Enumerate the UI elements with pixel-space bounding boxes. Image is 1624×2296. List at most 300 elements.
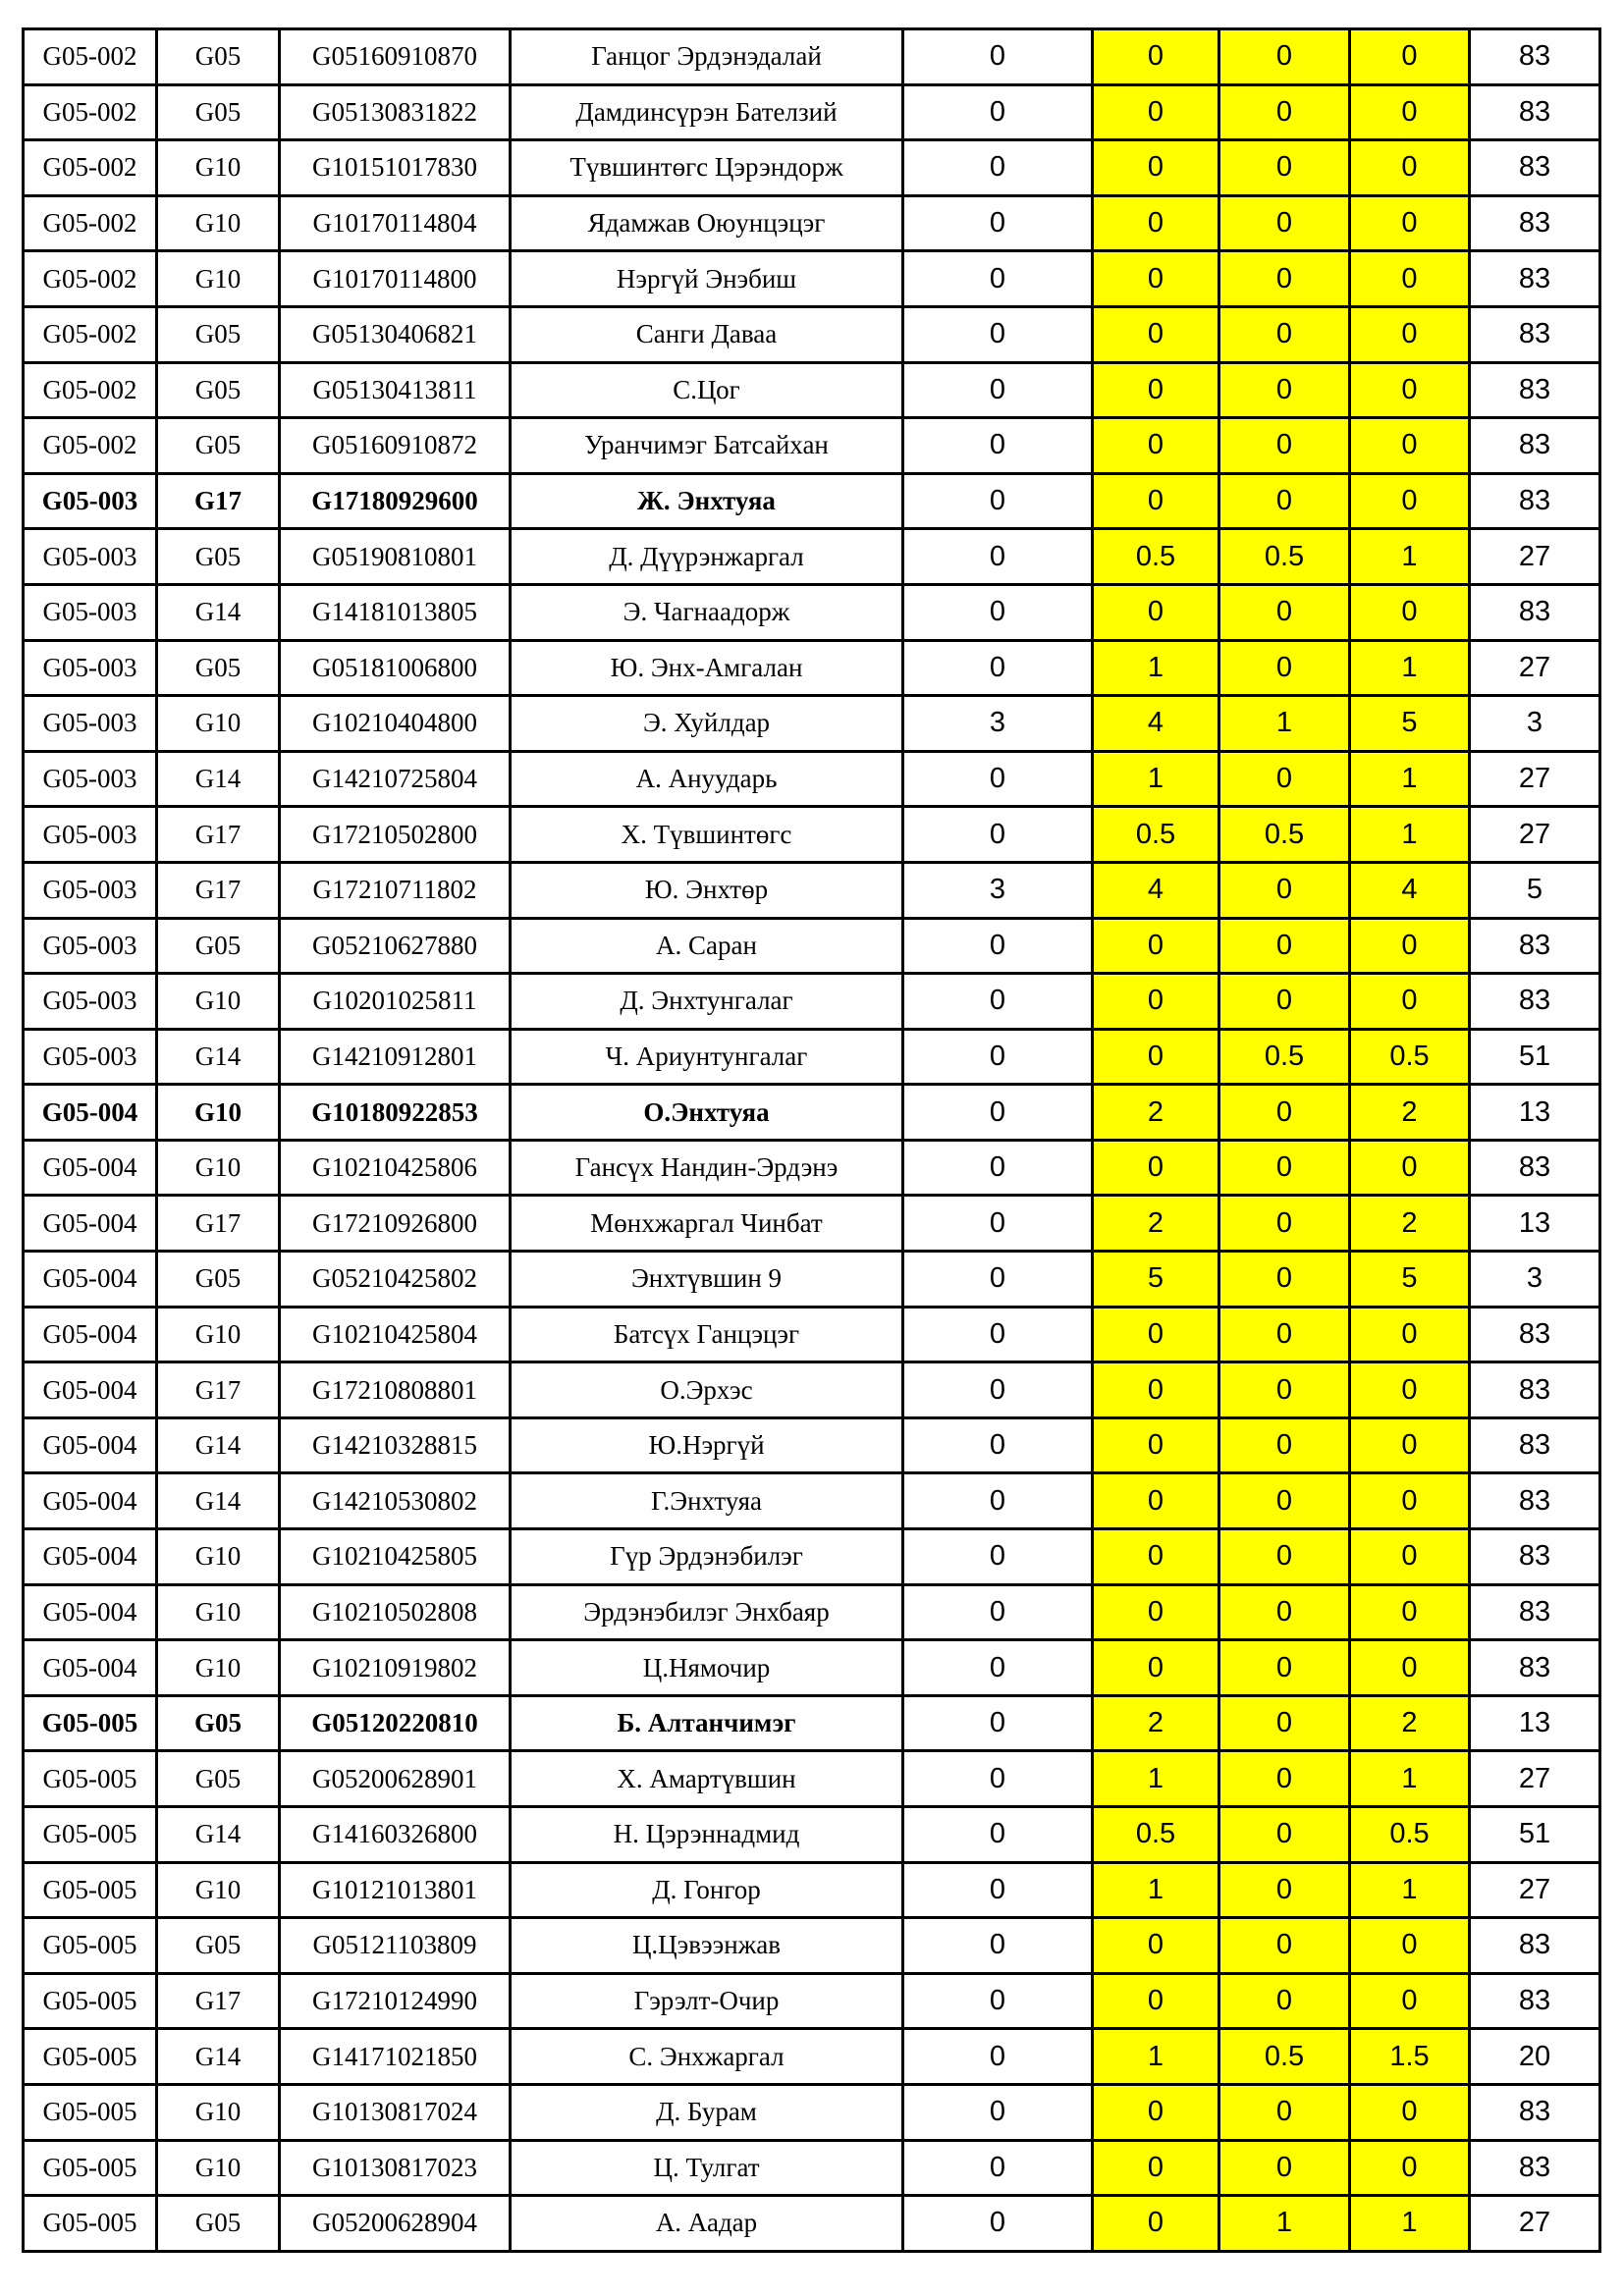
score-a-cell: 0	[903, 1640, 1093, 1696]
student-name-cell: Ц.Нямочир	[511, 1640, 903, 1696]
student-id-cell: G10130817023	[280, 2140, 511, 2196]
table-row-leader	[24, 473, 1600, 529]
table-row	[24, 1862, 1600, 1918]
group-code-cell: G05-005	[24, 1807, 157, 1863]
score-a-cell: 0	[903, 473, 1093, 529]
score-a-cell: 0	[903, 1029, 1093, 1085]
score-b-cell: 0	[1093, 2196, 1219, 2252]
student-name-cell: Г.Энхтуяа	[511, 1473, 903, 1529]
student-id-cell: G14210725804	[280, 751, 511, 807]
group-code-cell: G05-003	[24, 529, 157, 585]
student-id-cell: G10210425806	[280, 1140, 511, 1196]
student-id-cell: G05130413811	[280, 362, 511, 418]
group-code-cell: G05-005	[24, 2140, 157, 2196]
student-id-cell: G05200628904	[280, 2196, 511, 2252]
score-b-cell: 0	[1093, 251, 1219, 307]
score-total-cell: 0	[1350, 1584, 1470, 1640]
class-code-cell: G10	[157, 140, 280, 196]
score-total-cell: 1	[1350, 640, 1470, 696]
rank-cell: 83	[1470, 974, 1600, 1030]
table-row	[24, 140, 1600, 196]
score-a-cell: 0	[903, 362, 1093, 418]
score-a-cell: 0	[903, 1252, 1093, 1308]
student-name-cell: Х. Түвшинтөгс	[511, 807, 903, 863]
rank-cell: 83	[1470, 1473, 1600, 1529]
score-a-cell: 0	[903, 251, 1093, 307]
score-a-cell: 0	[903, 807, 1093, 863]
group-code-cell: G05-004	[24, 1640, 157, 1696]
group-code-cell: G05-003	[24, 696, 157, 752]
score-b-cell: 1	[1093, 2029, 1219, 2085]
score-c-cell: 0.5	[1219, 2029, 1350, 2085]
table-row	[24, 418, 1600, 474]
score-c-cell: 0	[1219, 1417, 1350, 1473]
student-id-cell: G14181013805	[280, 584, 511, 640]
score-total-cell: 0	[1350, 2140, 1470, 2196]
student-name-cell: Ю. Энхтөр	[511, 862, 903, 918]
class-code-cell: G17	[157, 807, 280, 863]
table-row	[24, 251, 1600, 307]
rank-cell: 3	[1470, 696, 1600, 752]
rank-cell: 83	[1470, 362, 1600, 418]
rank-cell: 83	[1470, 1973, 1600, 2029]
score-c-cell: 0	[1219, 306, 1350, 362]
score-c-cell: 0	[1219, 84, 1350, 140]
score-total-cell: 1	[1350, 751, 1470, 807]
rank-cell: 83	[1470, 1417, 1600, 1473]
score-total-cell: 0	[1350, 1362, 1470, 1418]
rank-cell: 83	[1470, 29, 1600, 85]
score-b-cell: 5	[1093, 1252, 1219, 1308]
score-b-cell: 0.5	[1093, 529, 1219, 585]
score-a-cell: 0	[903, 306, 1093, 362]
rank-cell: 51	[1470, 1029, 1600, 1085]
class-code-cell: G10	[157, 1140, 280, 1196]
score-total-cell: 0	[1350, 584, 1470, 640]
score-c-cell: 0	[1219, 195, 1350, 251]
group-code-cell: G05-005	[24, 1695, 157, 1751]
score-c-cell: 0	[1219, 362, 1350, 418]
student-id-cell: G05120220810	[280, 1695, 511, 1751]
score-b-cell: 1	[1093, 1751, 1219, 1807]
score-c-cell: 0	[1219, 418, 1350, 474]
score-a-cell: 0	[903, 29, 1093, 85]
table-row	[24, 640, 1600, 696]
student-name-cell: Д. Гонгор	[511, 1862, 903, 1918]
rank-cell: 83	[1470, 1307, 1600, 1362]
score-total-cell: 0	[1350, 418, 1470, 474]
score-a-cell: 0	[903, 529, 1093, 585]
score-b-cell: 4	[1093, 696, 1219, 752]
student-id-cell: G14210328815	[280, 1417, 511, 1473]
score-total-cell: 2	[1350, 1196, 1470, 1252]
class-code-cell: G10	[157, 696, 280, 752]
score-total-cell: 1	[1350, 529, 1470, 585]
score-a-cell: 0	[903, 1307, 1093, 1362]
rank-cell: 5	[1470, 862, 1600, 918]
score-c-cell: 0	[1219, 1640, 1350, 1696]
score-total-cell: 0	[1350, 362, 1470, 418]
score-b-cell: 0	[1093, 84, 1219, 140]
student-id-cell: G05130406821	[280, 306, 511, 362]
score-c-cell: 0	[1219, 1473, 1350, 1529]
rank-cell: 83	[1470, 1640, 1600, 1696]
class-code-cell: G10	[157, 1529, 280, 1585]
score-b-cell: 0	[1093, 1918, 1219, 1974]
score-total-cell: 0	[1350, 251, 1470, 307]
score-table	[22, 27, 1601, 2253]
score-total-cell: 5	[1350, 696, 1470, 752]
score-a-cell: 0	[903, 2084, 1093, 2140]
rank-cell: 20	[1470, 2029, 1600, 2085]
score-b-cell: 1	[1093, 640, 1219, 696]
score-a-cell: 0	[903, 1862, 1093, 1918]
class-code-cell: G14	[157, 2029, 280, 2085]
group-code-cell: G05-002	[24, 195, 157, 251]
student-id-cell: G10210919802	[280, 1640, 511, 1696]
student-id-cell: G17210124990	[280, 1973, 511, 2029]
table-row	[24, 584, 1600, 640]
score-c-cell: 0	[1219, 1807, 1350, 1863]
class-code-cell: G05	[157, 2196, 280, 2252]
student-name-cell: Ж. Энхтуяа	[511, 473, 903, 529]
student-name-cell: А. Ануударь	[511, 751, 903, 807]
score-c-cell: 0.5	[1219, 1029, 1350, 1085]
score-c-cell: 0	[1219, 1973, 1350, 2029]
score-b-cell: 1	[1093, 1862, 1219, 1918]
table-row	[24, 1473, 1600, 1529]
table-row	[24, 84, 1600, 140]
class-code-cell: G05	[157, 306, 280, 362]
table-row	[24, 807, 1600, 863]
student-name-cell: Д. Энхтунгалаг	[511, 974, 903, 1030]
table-row	[24, 306, 1600, 362]
score-a-cell: 0	[903, 140, 1093, 196]
student-name-cell: Ц.Цэвээнжав	[511, 1918, 903, 1974]
score-total-cell: 4	[1350, 862, 1470, 918]
score-total-cell: 0	[1350, 1973, 1470, 2029]
score-total-cell: 0.5	[1350, 1807, 1470, 1863]
score-total-cell: 1	[1350, 2196, 1470, 2252]
table-row	[24, 1252, 1600, 1308]
class-code-cell: G10	[157, 1085, 280, 1141]
score-b-cell: 0	[1093, 29, 1219, 85]
score-b-cell: 0	[1093, 1640, 1219, 1696]
group-code-cell: G05-003	[24, 751, 157, 807]
score-c-cell: 0	[1219, 584, 1350, 640]
score-c-cell: 1	[1219, 2196, 1350, 2252]
student-id-cell: G17210926800	[280, 1196, 511, 1252]
group-code-cell: G05-003	[24, 918, 157, 974]
student-name-cell: Дамдинсүрэн Бателзий	[511, 84, 903, 140]
score-total-cell: 2	[1350, 1085, 1470, 1141]
student-id-cell: G05121103809	[280, 1918, 511, 1974]
score-a-cell: 0	[903, 2196, 1093, 2252]
score-a-cell: 0	[903, 1196, 1093, 1252]
score-total-cell: 0	[1350, 195, 1470, 251]
student-name-cell: Гүр Эрдэнэбилэг	[511, 1529, 903, 1585]
score-total-cell: 2	[1350, 1695, 1470, 1751]
score-b-cell: 0.5	[1093, 1807, 1219, 1863]
rank-cell: 83	[1470, 84, 1600, 140]
class-code-cell: G14	[157, 1029, 280, 1085]
student-name-cell: С.Цог	[511, 362, 903, 418]
student-name-cell: Ю. Энх-Амгалан	[511, 640, 903, 696]
score-a-cell: 0	[903, 584, 1093, 640]
score-c-cell: 0	[1219, 1584, 1350, 1640]
table-row	[24, 751, 1600, 807]
table-row-leader	[24, 1695, 1600, 1751]
student-name-cell: Гэрэлт-Очир	[511, 1973, 903, 2029]
class-code-cell: G17	[157, 1196, 280, 1252]
table-row	[24, 1362, 1600, 1418]
student-name-cell: Ганцог Эрдэнэдалай	[511, 29, 903, 85]
rank-cell: 83	[1470, 2140, 1600, 2196]
group-code-cell: G05-002	[24, 84, 157, 140]
group-code-cell: G05-005	[24, 1862, 157, 1918]
score-b-cell: 0	[1093, 584, 1219, 640]
score-b-cell: 0	[1093, 362, 1219, 418]
class-code-cell: G05	[157, 29, 280, 85]
rank-cell: 83	[1470, 918, 1600, 974]
rank-cell: 83	[1470, 584, 1600, 640]
table-row	[24, 362, 1600, 418]
score-total-cell: 0	[1350, 29, 1470, 85]
student-name-cell: Д. Бурам	[511, 2084, 903, 2140]
score-total-cell: 0	[1350, 1307, 1470, 1362]
score-c-cell: 0	[1219, 1362, 1350, 1418]
score-c-cell: 0	[1219, 640, 1350, 696]
table-row	[24, 1584, 1600, 1640]
score-a-cell: 3	[903, 862, 1093, 918]
score-a-cell: 0	[903, 1584, 1093, 1640]
student-id-cell: G14210912801	[280, 1029, 511, 1085]
rank-cell: 83	[1470, 2084, 1600, 2140]
score-b-cell: 0	[1093, 2084, 1219, 2140]
score-c-cell: 0	[1219, 974, 1350, 1030]
score-total-cell: 0	[1350, 1529, 1470, 1585]
group-code-cell: G05-004	[24, 1473, 157, 1529]
score-a-cell: 0	[903, 1140, 1093, 1196]
score-a-cell: 0	[903, 918, 1093, 974]
class-code-cell: G17	[157, 1362, 280, 1418]
student-name-cell: Ц. Тулгат	[511, 2140, 903, 2196]
student-id-cell: G05210627880	[280, 918, 511, 974]
score-total-cell: 0	[1350, 1473, 1470, 1529]
score-a-cell: 0	[903, 1807, 1093, 1863]
score-b-cell: 0	[1093, 306, 1219, 362]
student-id-cell: G10210425804	[280, 1307, 511, 1362]
table-row	[24, 1140, 1600, 1196]
group-code-cell: G05-004	[24, 1140, 157, 1196]
table-row	[24, 1918, 1600, 1974]
table-row	[24, 2196, 1600, 2252]
student-id-cell: G10121013801	[280, 1862, 511, 1918]
student-name-cell: Э. Хуйлдар	[511, 696, 903, 752]
score-c-cell: 0	[1219, 1252, 1350, 1308]
student-name-cell: Гансүх Нандин-Эрдэнэ	[511, 1140, 903, 1196]
score-total-cell: 1	[1350, 807, 1470, 863]
class-code-cell: G05	[157, 1695, 280, 1751]
rank-cell: 83	[1470, 1918, 1600, 1974]
score-a-cell: 0	[903, 2029, 1093, 2085]
class-code-cell: G10	[157, 1862, 280, 1918]
rank-cell: 83	[1470, 251, 1600, 307]
class-code-cell: G10	[157, 2084, 280, 2140]
score-a-cell: 0	[903, 1362, 1093, 1418]
score-b-cell: 0	[1093, 1362, 1219, 1418]
student-name-cell: О.Энхтуяа	[511, 1085, 903, 1141]
student-id-cell: G05130831822	[280, 84, 511, 140]
class-code-cell: G10	[157, 1640, 280, 1696]
score-a-cell: 0	[903, 1918, 1093, 1974]
student-name-cell: Б. Алтанчимэг	[511, 1695, 903, 1751]
student-id-cell: G10210425805	[280, 1529, 511, 1585]
score-total-cell: 5	[1350, 1252, 1470, 1308]
group-code-cell: G05-002	[24, 362, 157, 418]
table-row	[24, 1417, 1600, 1473]
class-code-cell: G17	[157, 862, 280, 918]
score-b-cell: 0	[1093, 2140, 1219, 2196]
rank-cell: 13	[1470, 1695, 1600, 1751]
score-c-cell: 0	[1219, 1307, 1350, 1362]
class-code-cell: G05	[157, 1252, 280, 1308]
table-row	[24, 195, 1600, 251]
group-code-cell: G05-004	[24, 1417, 157, 1473]
rank-cell: 83	[1470, 418, 1600, 474]
score-a-cell: 0	[903, 640, 1093, 696]
group-code-cell: G05-003	[24, 807, 157, 863]
group-code-cell: G05-004	[24, 1529, 157, 1585]
student-name-cell: А. Аадар	[511, 2196, 903, 2252]
rank-cell: 83	[1470, 1584, 1600, 1640]
student-name-cell: Д. Дүүрэнжаргал	[511, 529, 903, 585]
score-c-cell: 0	[1219, 1751, 1350, 1807]
student-id-cell: G17210711802	[280, 862, 511, 918]
score-c-cell: 0	[1219, 251, 1350, 307]
score-total-cell: 1	[1350, 1862, 1470, 1918]
student-id-cell: G10201025811	[280, 974, 511, 1030]
group-code-cell: G05-005	[24, 2084, 157, 2140]
student-name-cell: Н. Цэрэннадмид	[511, 1807, 903, 1863]
score-total-cell: 1.5	[1350, 2029, 1470, 2085]
student-name-cell: Нэргүй Энэбиш	[511, 251, 903, 307]
score-a-cell: 0	[903, 2140, 1093, 2196]
score-b-cell: 1	[1093, 751, 1219, 807]
score-c-cell: 0	[1219, 1140, 1350, 1196]
student-name-cell: Түвшинтөгс Цэрэндорж	[511, 140, 903, 196]
table-row	[24, 974, 1600, 1030]
group-code-cell: G05-005	[24, 2196, 157, 2252]
table-row	[24, 1529, 1600, 1585]
student-id-cell: G05181006800	[280, 640, 511, 696]
score-b-cell: 2	[1093, 1695, 1219, 1751]
score-a-cell: 0	[903, 1751, 1093, 1807]
score-c-cell: 0	[1219, 2140, 1350, 2196]
table-row	[24, 862, 1600, 918]
group-code-cell: G05-002	[24, 251, 157, 307]
table-row	[24, 2084, 1600, 2140]
student-name-cell: Эрдэнэбилэг Энхбаяр	[511, 1584, 903, 1640]
student-id-cell: G05200628901	[280, 1751, 511, 1807]
class-code-cell: G05	[157, 1918, 280, 1974]
student-name-cell: Х. Амартүвшин	[511, 1751, 903, 1807]
student-name-cell: Энхтүвшин 9	[511, 1252, 903, 1308]
rank-cell: 83	[1470, 1362, 1600, 1418]
student-name-cell: Э. Чагнаадорж	[511, 584, 903, 640]
score-b-cell: 0	[1093, 918, 1219, 974]
rank-cell: 83	[1470, 1140, 1600, 1196]
student-id-cell: G14160326800	[280, 1807, 511, 1863]
score-total-cell: 0	[1350, 306, 1470, 362]
student-id-cell: G10130817024	[280, 2084, 511, 2140]
table-row	[24, 918, 1600, 974]
class-code-cell: G17	[157, 473, 280, 529]
rank-cell: 51	[1470, 1807, 1600, 1863]
table-row	[24, 529, 1600, 585]
score-c-cell: 0	[1219, 1085, 1350, 1141]
score-b-cell: 0	[1093, 1973, 1219, 2029]
student-name-cell: Батсүх Ганцэцэг	[511, 1307, 903, 1362]
class-code-cell: G05	[157, 84, 280, 140]
student-id-cell: G17210808801	[280, 1362, 511, 1418]
score-total-cell: 0	[1350, 1918, 1470, 1974]
group-code-cell: G05-003	[24, 1029, 157, 1085]
group-code-cell: G05-002	[24, 418, 157, 474]
score-total-cell: 0	[1350, 473, 1470, 529]
score-c-cell: 0	[1219, 862, 1350, 918]
group-code-cell: G05-005	[24, 1751, 157, 1807]
score-c-cell: 0	[1219, 1196, 1350, 1252]
group-code-cell: G05-004	[24, 1362, 157, 1418]
rank-cell: 83	[1470, 140, 1600, 196]
table-row	[24, 1307, 1600, 1362]
table-row	[24, 696, 1600, 752]
student-id-cell: G05160910870	[280, 29, 511, 85]
group-code-cell: G05-003	[24, 862, 157, 918]
group-code-cell: G05-003	[24, 473, 157, 529]
table-row	[24, 29, 1600, 85]
table-row	[24, 1029, 1600, 1085]
student-name-cell: Ядамжав Оюунцэцэг	[511, 195, 903, 251]
score-c-cell: 0	[1219, 140, 1350, 196]
student-id-cell: G10170114804	[280, 195, 511, 251]
score-a-cell: 0	[903, 1417, 1093, 1473]
table-row	[24, 1973, 1600, 2029]
score-total-cell: 0.5	[1350, 1029, 1470, 1085]
score-a-cell: 0	[903, 418, 1093, 474]
table-row-leader	[24, 1085, 1600, 1141]
score-total-cell: 0	[1350, 918, 1470, 974]
group-code-cell: G05-004	[24, 1584, 157, 1640]
score-a-cell: 0	[903, 84, 1093, 140]
student-id-cell: G10210404800	[280, 696, 511, 752]
rank-cell: 27	[1470, 640, 1600, 696]
rank-cell: 27	[1470, 2196, 1600, 2252]
score-b-cell: 2	[1093, 1085, 1219, 1141]
class-code-cell: G10	[157, 974, 280, 1030]
score-total-cell: 1	[1350, 1751, 1470, 1807]
student-id-cell: G10180922853	[280, 1085, 511, 1141]
rank-cell: 3	[1470, 1252, 1600, 1308]
class-code-cell: G05	[157, 418, 280, 474]
score-b-cell: 4	[1093, 862, 1219, 918]
score-b-cell: 0	[1093, 140, 1219, 196]
table-row	[24, 2029, 1600, 2085]
class-code-cell: G17	[157, 1973, 280, 2029]
rank-cell: 83	[1470, 1529, 1600, 1585]
student-name-cell: О.Эрхэс	[511, 1362, 903, 1418]
